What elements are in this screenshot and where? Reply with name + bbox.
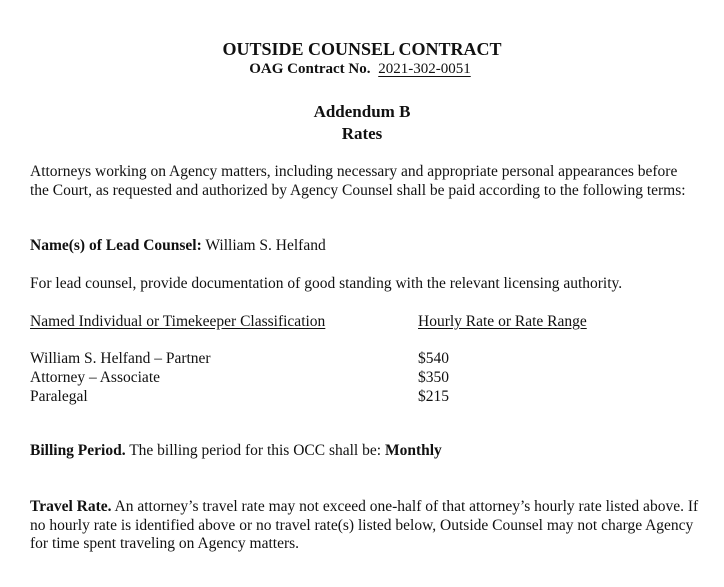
- travel-rate-text: An attorney’s travel rate may not exceed one-half of that attorney’s hourly rate listed above. If no hourly rate is identified above or no travel rate(s) listed below, Outside Counsel may not charge Agency for time spent traveling on Agency matters.: [30, 498, 699, 552]
- billing-period-value: Monthly: [384, 442, 442, 459]
- contract-number-label: OAG Contract No.: [249, 61, 371, 77]
- travel-rate-paragraph: [30, 498, 700, 554]
- addendum-heading: Addendum B: [313, 102, 411, 121]
- contract-number-line: [0, 61, 724, 78]
- contract-number: 2021-302-0051: [378, 61, 471, 77]
- lead-counsel-line: [30, 237, 700, 256]
- timekeeper-name: Attorney – Associate: [30, 369, 161, 386]
- standing-note: For lead counsel, provide documentation of good standing with the relevant licensing authority.: [30, 275, 623, 292]
- classification-column-header: Named Individual or Timekeeper Classification: [30, 313, 326, 330]
- rates-heading: Rates: [341, 124, 383, 143]
- lead-counsel-name: William S. Helfand: [205, 237, 326, 254]
- hourly-rate: $350: [418, 369, 449, 386]
- billing-period-text: The billing period for this OCC shall be:: [129, 442, 382, 459]
- rate-column-header: Hourly Rate or Rate Range: [418, 313, 587, 330]
- travel-rate-label: Travel Rate.: [30, 498, 112, 515]
- hourly-rate: $540: [418, 350, 449, 367]
- billing-period-label: Billing Period.: [30, 442, 126, 459]
- table-row: [30, 349, 700, 368]
- document-title: OUTSIDE COUNSEL CONTRACT: [222, 39, 502, 59]
- timekeeper-name: Paralegal: [30, 388, 88, 405]
- table-row: [30, 368, 700, 387]
- lead-counsel-label: Name(s) of Lead Counsel:: [30, 237, 202, 254]
- billing-period-line: [30, 442, 700, 461]
- rates-table: [30, 349, 700, 406]
- intro-paragraph: Attorneys working on Agency matters, including necessary and appropriate personal appearances before the Court, as requested and authorized by Agency Counsel shall be paid according to the following terms:: [30, 163, 686, 199]
- hourly-rate: $215: [418, 388, 449, 405]
- table-row: [30, 387, 700, 406]
- timekeeper-name: William S. Helfand – Partner: [30, 350, 211, 367]
